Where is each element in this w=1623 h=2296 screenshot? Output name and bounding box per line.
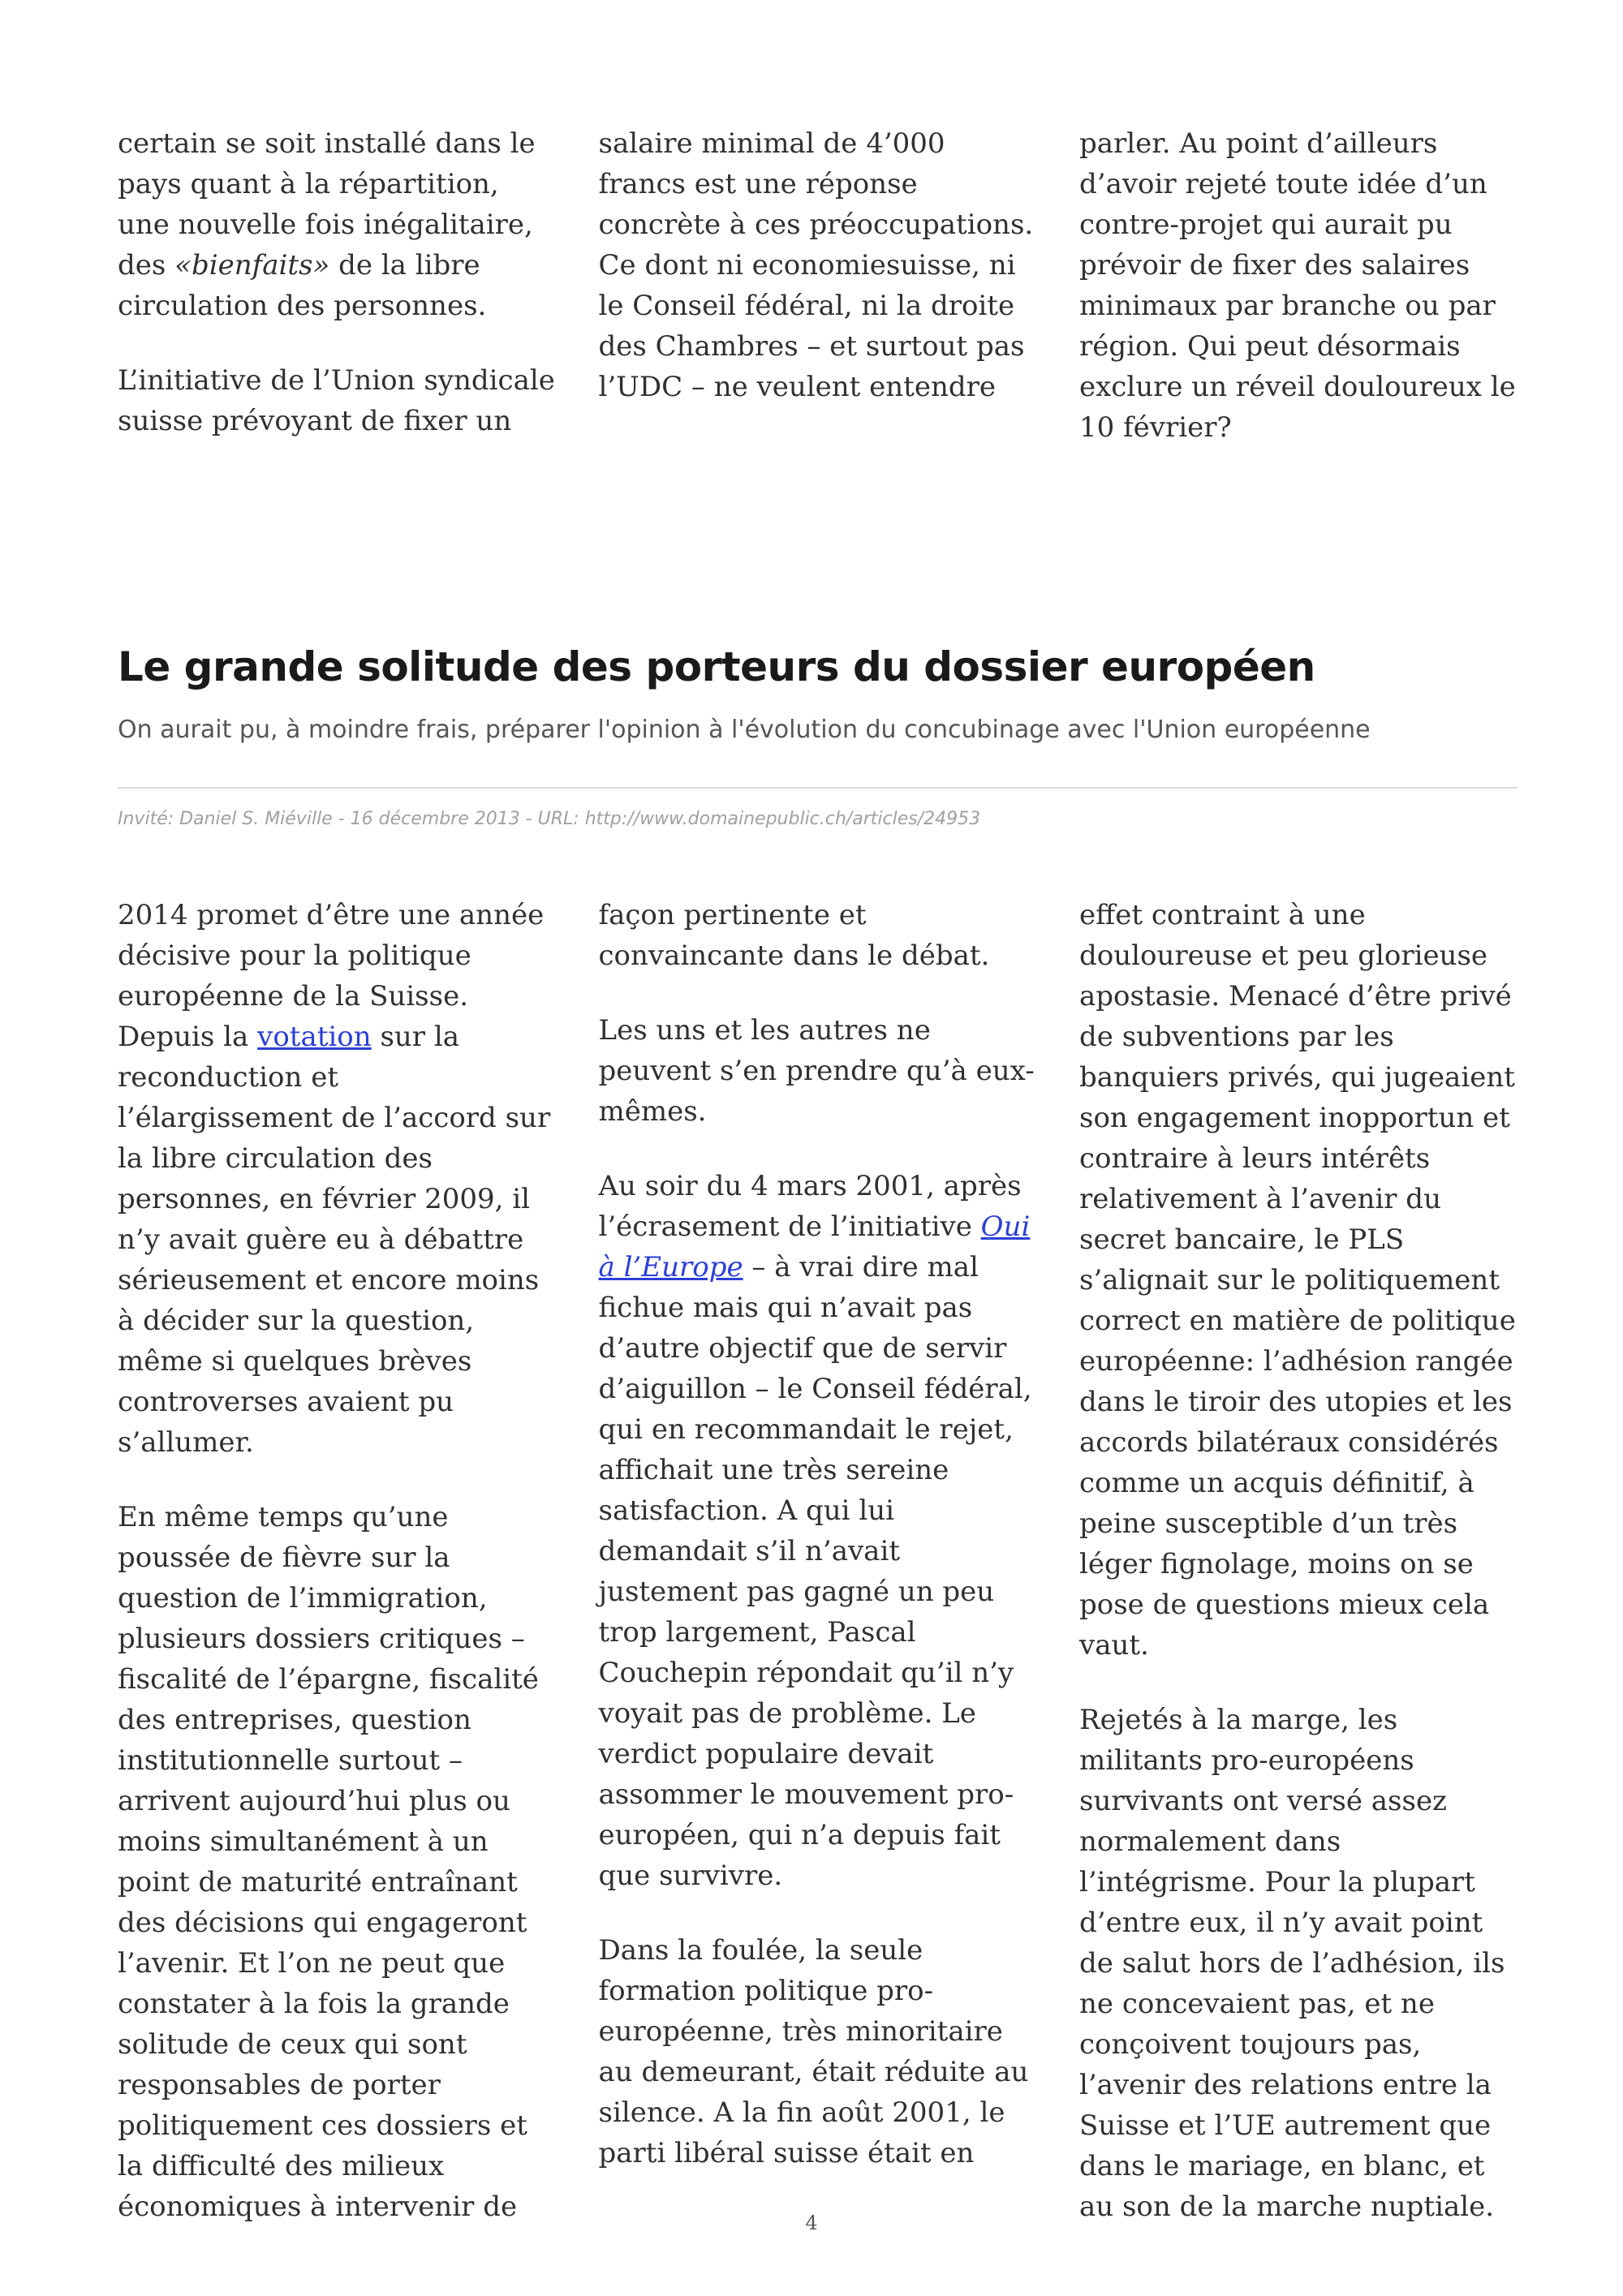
paragraph: salaire minimal de 4’000 francs est une réponse concrète à ces préoccupations. Ce dont ni economiesuisse, ni le Conseil fédéral, ni la droite des Chambres – et surtout pas l’UDC – ne veulent entendre [598,127,1034,403]
paragraph: certain se soit installé dans le pays quant à la répartition, une nouvelle fois inégalitaire, des «bienfaits» de la libre circulation des personnes. [118,127,536,322]
paragraph: façon pertinente et convaincante dans le débat. [598,899,990,972]
paragraph: parler. Au point d’ailleurs d’avoir rejeté toute idée d’un contre-projet qui aurait pu prévoir de fixer des salaires minimaux par branche ou par région. Qui peut désormais exclure un réveil douloureux le 10 février? [1079,127,1516,444]
paragraph: 2014 promet d’être une année décisive pour la politique européenne de la Suisse. Depuis la votation sur la reconduction et l’élargissement de l’accord sur la libre circulation des personnes, en février 2009, il n’y avait guère eu à débattre sérieusement et encore moins à décider sur la question, même si quelques brèves controverses avaient pu s’allumer. [118,899,551,1459]
previous-article-column-3 [1079,123,1518,448]
article-title: Le grande solitude des porteurs du dossier européen [118,643,1315,690]
article-columns [118,895,1518,2227]
page-number: 4 [805,2212,818,2234]
oui-a-l-europe-link[interactable]: Oui à l’Europe [598,1210,1031,1283]
article-subtitle: On aurait pu, à moindre frais, préparer l'opinion à l'évolution du concubinage avec l'Union européenne [118,716,1371,744]
previous-article-columns [118,123,1518,448]
paragraph: Rejetés à la marge, les militants pro-européens survivants ont versé assez normalement dans l’intégrisme. Pour la plupart d’entre eux, il n’y avait point de salut hors de l’adhésion, ils ne concevaient pas, et ne conçoivent toujours pas, l’avenir des relations entre la Suisse et l’UE autrement que dans le mariage, en blanc, et au son de la marche nuptiale. [1079,1704,1505,2223]
paragraph: L’initiative de l’Union syndicale suisse prévoyant de fixer un [118,364,555,437]
header-divider [118,787,1518,789]
previous-article-column-2 [599,123,1037,448]
paragraph: Les uns et les autres ne peuvent s’en prendre qu’à eux-mêmes. [598,1014,1035,1128]
paragraph: En même temps qu’une poussée de fièvre sur la question de l’immigration, plusieurs dossiers critiques – fiscalité de l’épargne, fiscalité des entreprises, question institutionnelle surtout – arrivent aujourd’hui plus ou moins simultanément à un point de maturité entraînant des décisions qui engageront l’avenir. Et l’on ne peut que constater à la fois la grande solitude de ceux qui sont responsables de porter politiquement ces dossiers et la difficulté des milieux économiques à intervenir de [118,1501,539,2223]
paragraph: effet contraint à une douloureuse et peu glorieuse apostasie. Menacé d’être privé de subventions par les banquiers privés, qui jugeaient son engagement inopportun et contraire à leurs intérêts relativement à l’avenir du secret bancaire, le PLS s’alignait sur le politiquement correct en matière de politique européenne: l’adhésion rangée dans le tiroir des utopies et les accords bilatéraux considérés comme un acquis définitif, à peine susceptible d’un très léger fignolage, moins on se pose de questions mieux cela vaut. [1079,899,1516,1662]
votation-link[interactable]: votation [257,1021,372,1053]
paragraph: Dans la foulée, la seule formation politique pro-européenne, très minoritaire au demeurant, était réduite au silence. A la fin août 2001, le parti libéral suisse était en [598,1934,1029,2169]
article-column-1 [118,895,556,2227]
emphasis-bienfaits: «bienfaits» [174,249,330,282]
article-column-3 [1079,895,1518,2227]
article-column-2 [599,895,1037,2227]
article-meta: Invité: Daniel S. Miéville - 16 décembre 2013 - URL: http://www.domainepublic.ch/articles/24953 [118,809,981,829]
paragraph: Au soir du 4 mars 2001, après l’écrasement de l’initiative Oui à l’Europe – à vrai dire mal fichue mais qui n’avait pas d’autre objectif que de servir d’aiguillon – le Conseil fédéral, qui en recommandait le rejet, affichait une très sereine satisfaction. A qui lui demandait s’il n’avait justement pas gagné un peu trop largement, Pascal Couchepin répondait qu’il n’y voyait pas de problème. Le verdict populaire devait assommer le mouvement pro-européen, qui n’a depuis fait que survivre. [598,1170,1032,1892]
previous-article-column-1 [118,123,556,448]
